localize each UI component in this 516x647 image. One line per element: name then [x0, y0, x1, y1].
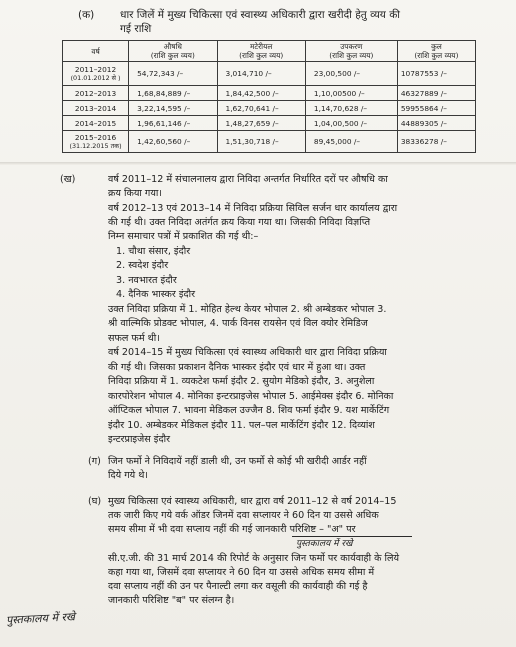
cell-year: 2013–2014 — [63, 101, 129, 116]
cell-year: 2012–2013 — [63, 86, 129, 101]
table-row — [63, 86, 476, 101]
cell-equipment: 1,04,00,500 /– — [305, 116, 397, 131]
gh-line: मुख्य चिकित्सा एवं स्वास्थ्य अधिकारी, धार द्वारा वर्ष 2011–12 से वर्ष 2014–15 — [108, 496, 397, 507]
kh-line: कारपोरेशन भोपाल 4. मोनिका इन्टरप्राइजेस भोपाल 5. आईमेक्स इंदौर 6. मोनिका — [108, 391, 394, 402]
cell-material: 1,84,42,500 /– — [217, 86, 305, 101]
kh-line: 1. चौथा संसार, इंदौर — [116, 246, 191, 257]
kh-line: उक्त निविदा प्रक्रिया में 1. मोहित हेल्थ केयर भोपाल 2. श्री अम्बेडकर भोपाल 3. — [108, 304, 387, 315]
handwritten-underline — [292, 536, 412, 537]
kh-line: की गई थी। उक्त निविदा अतंर्गत क्रय किया गया था। जिसकी निविदा विज्ञप्ति — [108, 217, 371, 228]
kh-line: निम्न समाचार पत्रों में प्रकाशित की गई थी:– — [108, 231, 259, 242]
cell-total: 59955864 /– — [397, 101, 475, 116]
page-fold-divider — [0, 162, 516, 165]
header-equipment: उपकरण (राशि कुल व्यय) — [305, 41, 397, 62]
table-row — [63, 101, 476, 116]
header-total: कुल (राशि कुल व्यय) — [397, 41, 475, 62]
kh-line: 3. नवभारत इंदौर — [116, 275, 177, 286]
kh-line: श्री वाल्मिकि प्रोडक्ट भोपाल, 4. पार्क विनस रायसेन एवं विल क्योर रेमिडिज — [108, 318, 368, 329]
kh-line: वर्ष 2014–15 में मुख्य चिकित्सा एवं स्वास्थ्य अधिकारी धार द्वारा निविदा प्रक्रिया — [108, 347, 387, 358]
g-line: जिन फर्मो ने निविदायें नहीं डाली थी, उन फर्मो से कोई भी खरीदी आर्डर नहीं — [108, 456, 367, 467]
cell-equipment: 23,00,500 /– — [305, 62, 397, 86]
cell-total: 38336278 /– — [397, 131, 475, 153]
kh-line: 4. दैनिक भास्कर इंदौर — [116, 289, 196, 300]
g-line: दिये गये थे। — [108, 470, 148, 481]
kh-line: इन्टरप्राइजेस इंदौर — [108, 434, 171, 445]
gh-line: दवा सप्लाय नहीं की उन पर पैनाल्टी लगा कर वसूली की कार्यवाही की गई है — [108, 581, 368, 592]
section-g-marker: (ग) — [88, 456, 101, 467]
cell-medicine: 1,68,84,889 /– — [129, 86, 217, 101]
cell-medicine: 1,42,60,560 /– — [129, 131, 217, 153]
cell-year: 2011–2012 (01.01.2012 से ) — [63, 62, 129, 86]
kh-line: ऑप्टिकल भोपाल 7. भावना मेडिकल उज्जैन 8. शिव फर्मा इंदौर 9. यश मार्केटिंग — [108, 405, 390, 416]
section-k-marker: (क) — [78, 9, 95, 21]
cell-medicine: 54,72,343 /– — [129, 62, 217, 86]
cell-material: 3,014,710 /– — [217, 62, 305, 86]
section-gh-marker: (घ) — [88, 496, 102, 507]
handwritten-note-inline: पुस्तकालय में रखे — [296, 539, 353, 549]
cell-equipment: 1,10,00500 /– — [305, 86, 397, 101]
gh-line: समय सीमा में भी दवा सप्लाय नहीं की गई जानकारी परिशिष्ट – "अ" पर — [108, 524, 356, 535]
header-material: मटेरीयल (राशि कुल व्यय) — [217, 41, 305, 62]
cell-material: 1,48,27,659 /– — [217, 116, 305, 131]
cell-year: 2014–2015 — [63, 116, 129, 131]
table-row — [63, 62, 476, 86]
expenditure-table — [62, 40, 476, 153]
handwritten-footer-note: पुस्तकालय में रखे — [5, 610, 76, 627]
kh-line: सफल फर्म थी। — [108, 333, 160, 344]
header-year: वर्ष — [63, 41, 129, 62]
gh-line: तक जारी किए गये वर्क ऑडर जिनमें दवा सप्लायर ने 60 दिन या उससे अधिक — [108, 510, 379, 521]
section-k-line1: धार जिलें में मुख्य चिकित्सा एवं स्वास्थ्य अधिकारी द्वारा खरीदी हेतु व्यय की — [120, 9, 401, 21]
cell-equipment: 89,45,000 /– — [305, 131, 397, 153]
cell-material: 1,51,30,718 /– — [217, 131, 305, 153]
gh-line: कहा गया था, जिसमें दवा सप्लायर ने 60 दिन या उससे अधिक समय सीमा में — [108, 567, 375, 578]
cell-material: 1,62,70,641 /– — [217, 101, 305, 116]
cell-year: 2015–2016 (31.12.2015 तक) — [63, 131, 129, 153]
kh-line: इंदौर 10. अम्बेडकर मेडिकल इंदौर 11. पल–पल मार्केटिंग इंदौर 12. दिव्यांश — [108, 420, 375, 431]
table-header-row — [63, 41, 476, 62]
kh-line: वर्ष 2012–13 एवं 2013–14 में निविदा प्रक्रिया सिविल सर्जन धार कार्यालय द्वारा — [108, 203, 398, 214]
kh-line: क्रय किया गया। — [108, 188, 163, 199]
table-row — [63, 116, 476, 131]
kh-line: वर्ष 2011–12 में संचालनालय द्वारा निविदा अन्तर्गत निर्धारित दरों पर औषधि का — [108, 174, 388, 185]
gh-line: सी.ए.जी. की 31 मार्च 2014 की रिपोर्ट के अनुसार जिन फर्मो पर कार्यवाही के लिये — [108, 553, 400, 564]
kh-line: निविदा प्रक्रिया में 1. व्यकटेश फर्मा इंदौर 2. सुयोग मेडिको इंदौर, 3. अनुशेला — [108, 376, 375, 387]
section-k-line2: गई राशि — [120, 23, 152, 35]
cell-total: 10787553 /– — [397, 62, 475, 86]
table-row — [63, 131, 476, 153]
cell-medicine: 3,22,14,595 /– — [129, 101, 217, 116]
header-medicine: औषधि (राशि कुल व्यय) — [129, 41, 217, 62]
cell-total: 46327889 /– — [397, 86, 475, 101]
cell-total: 44889305 /– — [397, 116, 475, 131]
cell-medicine: 1,96,61,146 /– — [129, 116, 217, 131]
cell-equipment: 1,14,70,628 /– — [305, 101, 397, 116]
section-kh-marker: (ख) — [60, 174, 76, 185]
kh-line: 2. स्वदेश इंदौर — [116, 260, 169, 271]
gh-line: जानकारी परिशिष्ट "ब" पर संलग्न है। — [108, 595, 235, 606]
kh-line: की गई थी। जिसका प्रकाशन दैनिक भास्कर इंदौर एवं धार में हुआ था। उक्त — [108, 362, 366, 373]
